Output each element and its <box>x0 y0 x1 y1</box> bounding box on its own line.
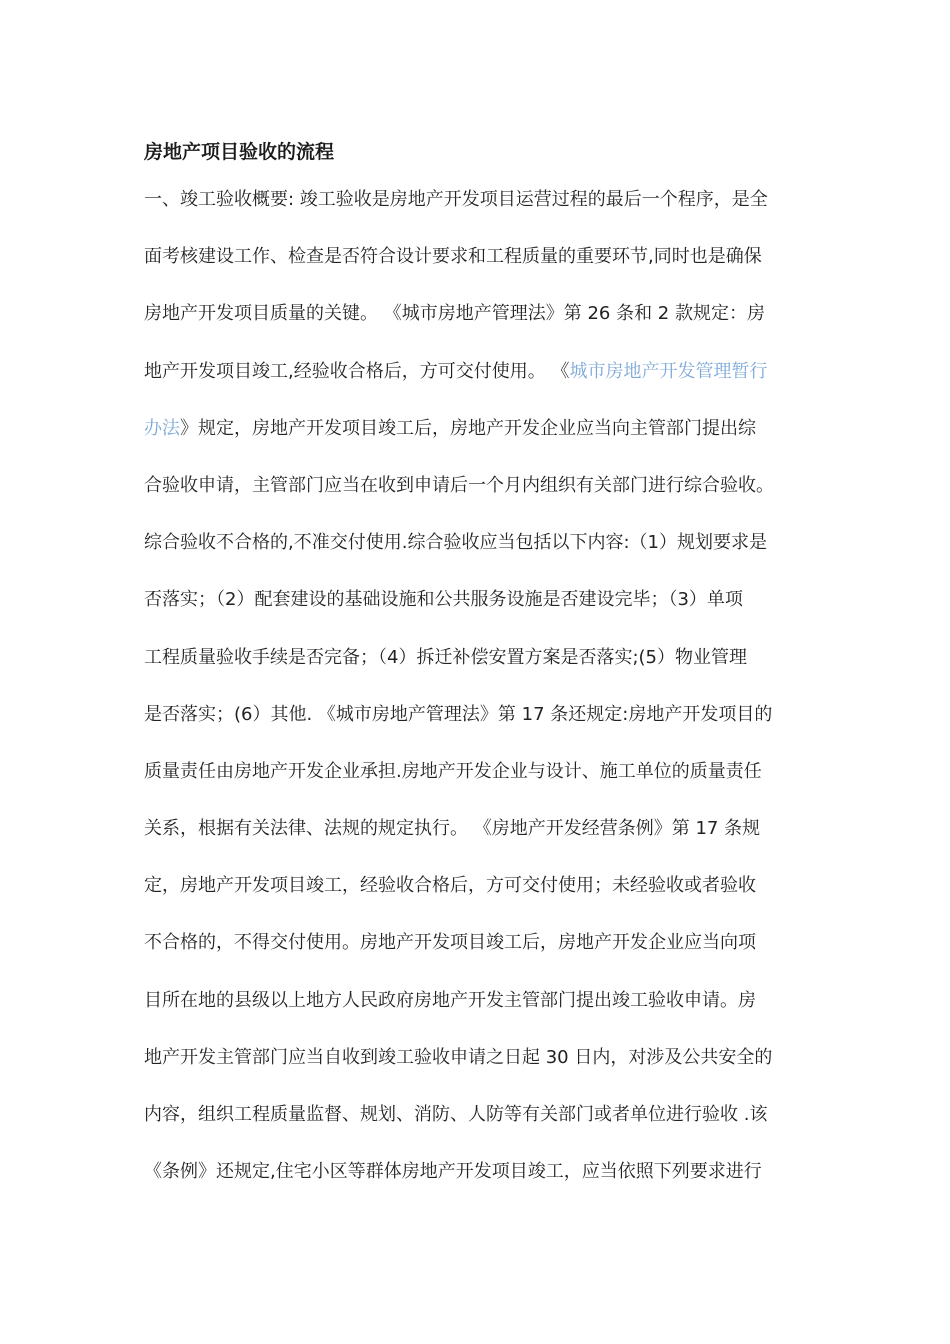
document-text-line <box>144 181 814 238</box>
document-text: 地产开发主管部门应当自收到竣工验收申请之日起 30 日内，对涉及公共安全的 <box>144 1046 773 1068</box>
document-text: 地产开发项目竣工,经验收合格后，方可交付使用。 《 <box>144 360 570 382</box>
document-text: 质量责任由房地产开发企业承担.房地产开发企业与设计、施工单位的质量责任 <box>144 760 762 782</box>
document-text: 目所在地的县级以上地方人民政府房地产开发主管部门提出竣工验收申请。房 <box>144 989 756 1011</box>
document-text: 定，房地产开发项目竣工，经验收合格后，方可交付使用；未经验收或者验收 <box>144 875 756 897</box>
document-text: 面考核建设工作、检查是否符合设计要求和工程质量的重要环节,同时也是确保 <box>144 246 762 268</box>
document-text-line <box>144 753 814 810</box>
document-text-line <box>144 1096 814 1153</box>
document-text: 不合格的，不得交付使用。房地产开发项目竣工后，房地产开发企业应当向项 <box>144 932 756 954</box>
document-body <box>144 181 814 1210</box>
document-text: 一、竣工验收概要: 竣工验收是房地产开发项目运营过程的最后一个程序，是全 <box>144 189 768 210</box>
document-text: 合验收申请，主管部门应当在收到申请后一个月内组织有关部门进行综合验收。 <box>144 474 774 496</box>
document-text-line <box>144 353 814 410</box>
document-text-line <box>144 581 814 638</box>
document-text-line <box>144 810 814 867</box>
document-text: 是否落实；(6）其他. 《城市房地产管理法》第 17 条还规定:房地产开发项目的 <box>144 703 773 725</box>
document-text: 工程质量验收手续是否完备；（4）拆迁补偿安置方案是否落实;(5）物业管理 <box>144 646 747 668</box>
document-link[interactable]: 城市房地产开发管理暂行 <box>569 360 768 382</box>
document-text-line <box>144 295 814 352</box>
document-text-line <box>144 238 814 295</box>
document-text-line <box>144 867 814 924</box>
document-text: 《条例》还规定,住宅小区等群体房地产开发项目竣工，应当依照下列要求进行 <box>144 1161 762 1183</box>
document-title: 房地产项目验收的流程 <box>144 141 335 163</box>
document-text: 否落实；（2）配套建设的基础设施和公共服务设施是否建设完毕；（3）单项 <box>144 589 743 611</box>
document-text-line <box>144 639 814 696</box>
document-text-line <box>144 1039 814 1096</box>
document-text-line <box>144 410 814 467</box>
document-text: 房地产开发项目质量的关键。 《城市房地产管理法》第 26 条和 2 款规定：房 <box>144 303 765 325</box>
document-text-line <box>144 524 814 581</box>
document-text: 关系，根据有关法律、法规的规定执行。 《房地产开发经营条例》第 17 条规 <box>144 818 761 840</box>
document-text-line <box>144 982 814 1039</box>
document-text-line <box>144 924 814 981</box>
document-text-line <box>144 1153 814 1210</box>
document-text: 内容，组织工程质量监督、规划、消防、人防等有关部门或者单位进行验收 .该 <box>144 1104 768 1125</box>
document-text: 》规定，房地产开发项目竣工后，房地产开发企业应当向主管部门提出综 <box>180 417 756 439</box>
document-text: 综合验收不合格的,不准交付使用.综合验收应当包括以下内容:（1）规划要求是 <box>144 532 767 554</box>
document-link[interactable]: 办法 <box>144 417 180 439</box>
document-text-line <box>144 696 814 753</box>
document-text-line <box>144 467 814 524</box>
